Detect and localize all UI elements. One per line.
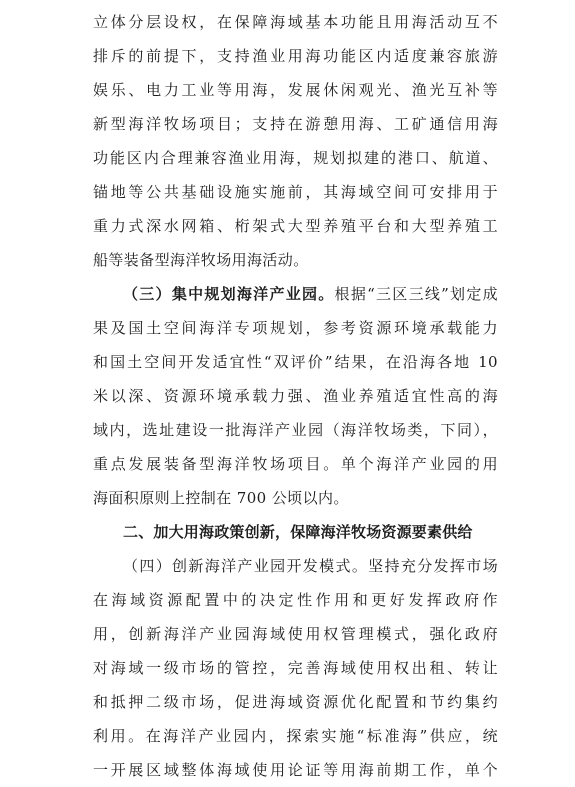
section-3-first-line-text: 根据“三区三线”划定成 (334, 285, 499, 303)
text-line: 域内，选址建设一批海洋产业园（海洋牧场类，下同）， (93, 421, 498, 439)
text-line: 立体分层设权，在保障海域基本功能且用海活动互不 (93, 13, 498, 31)
text-line: 新型海洋牧场项目；支持在游憩用海、工矿通信用海 (93, 115, 498, 133)
text-line: 船等装备型海洋牧场用海活动。 (93, 251, 309, 269)
section-4-subheading: （四）创新海洋产业园开发模式。 (123, 557, 369, 575)
text-line: 重点发展装备型海洋牧场项目。单个海洋产业园的用 (93, 455, 498, 473)
text-line: 海面积原则上控制在 700 公顷以内。 (93, 489, 349, 507)
text-line: 用，创新海洋产业园海域使用权管理模式，强化政府 (93, 625, 498, 643)
section-3-first-line (93, 277, 498, 311)
text-line: 重力式深水网箱、桁架式大型养殖平台和大型养殖工 (93, 217, 498, 235)
text-line: 和抵押二级市场，促进海域资源优化配置和节约集约 (93, 693, 498, 711)
text-line: 果及国土空间海洋专项规划，参考资源环境承载能力 (93, 319, 498, 337)
text-line: 娱乐、电力工业等用海，发展休闲观光、渔光互补等 (93, 81, 498, 99)
section-3-subheading: （三）集中规划海洋产业园。 (123, 285, 335, 303)
document-body (93, 5, 498, 787)
text-line: 和国土空间开发适宜性“双评价”结果，在沿海各地 10 (93, 353, 498, 371)
text-line: 锚地等公共基础设施实施前，其海域空间可安排用于 (93, 183, 498, 201)
text-line: 米以深、资源环境承载力强、渔业养殖适宜性高的海 (93, 387, 498, 405)
text-line: 功能区内合理兼容渔业用海，规划拟建的港口、航道、 (93, 149, 498, 167)
section-heading: 二、加大用海政策创新，保障海洋牧场资源要素供给 (123, 523, 473, 541)
section-4-first-line (93, 549, 498, 583)
text-line: 排斥的前提下，支持渔业用海功能区内适度兼容旅游 (93, 47, 498, 65)
text-line: 对海域一级市场的管控，完善海域使用权出租、转让 (93, 659, 498, 677)
text-line: 一开展区域整体海域使用论证等用海前期工作，单个 (93, 761, 498, 779)
text-line: 利用。在海洋产业园内，探索实施“标准海”供应，统 (93, 727, 498, 745)
text-line: 在海域资源配置中的决定性作用和更好发挥政府作 (93, 591, 498, 609)
section-4-first-line-text: 坚持充分发挥市场 (368, 557, 498, 575)
